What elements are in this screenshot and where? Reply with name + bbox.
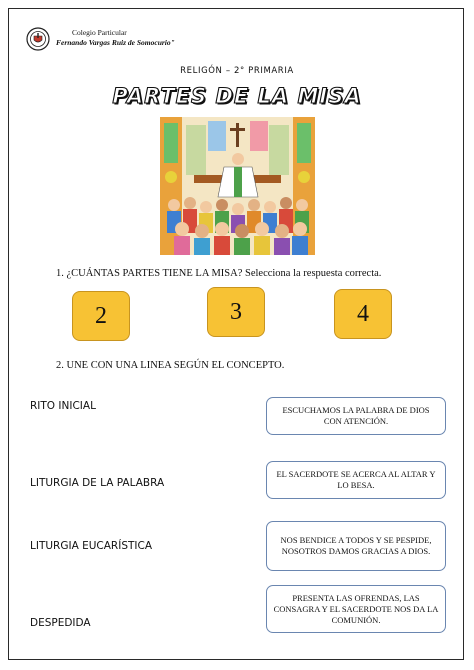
- concept-rito-inicial[interactable]: RITO INICIAL: [30, 400, 96, 412]
- school-name-line1: Colegio Particular: [72, 28, 127, 37]
- answer-option-4[interactable]: 4: [334, 289, 392, 339]
- definition-box-1[interactable]: ESCUCHAMOS LA PALABRA DE DIOS CON ATENCIÓN.: [266, 397, 446, 435]
- definition-box-4[interactable]: PRESENTA LAS OFRENDAS, LAS CONSAGRA Y EL SACERDOTE NOS DA LA COMUNIÓN.: [266, 585, 446, 633]
- school-seal-icon: [26, 27, 50, 51]
- answer-option-2[interactable]: 2: [72, 291, 130, 341]
- answer-option-3[interactable]: 3: [207, 287, 265, 337]
- concept-liturgia-palabra[interactable]: LITURGIA DE LA PALABRA: [30, 477, 165, 489]
- question-1: 1. ¿CUÁNTAS PARTES TIENE LA MISA? Selecciona la respuesta correcta.: [56, 268, 382, 279]
- school-name-line2: Fernando Vargas Ruiz de Somocurio": [56, 38, 175, 47]
- definition-box-2[interactable]: EL SACERDOTE SE ACERCA AL ALTAR Y LO BESA.: [266, 461, 446, 499]
- mass-illustration: [160, 117, 315, 255]
- concept-liturgia-eucaristica[interactable]: LITURGIA EUCARÍSTICA: [30, 540, 153, 552]
- subject-heading: RELIGÓN – 2° PRIMARIA: [180, 66, 294, 76]
- page-title: PARTES DE LA MISA: [112, 84, 362, 108]
- definition-box-3[interactable]: NOS BENDICE A TODOS Y SE PESPIDE, NOSOTROS DAMOS GRACIAS A DIOS.: [266, 521, 446, 571]
- question-2: 2. UNE CON UNA LINEA SEGÚN EL CONCEPTO.: [56, 360, 285, 371]
- concept-despedida[interactable]: DESPEDIDA: [30, 617, 91, 629]
